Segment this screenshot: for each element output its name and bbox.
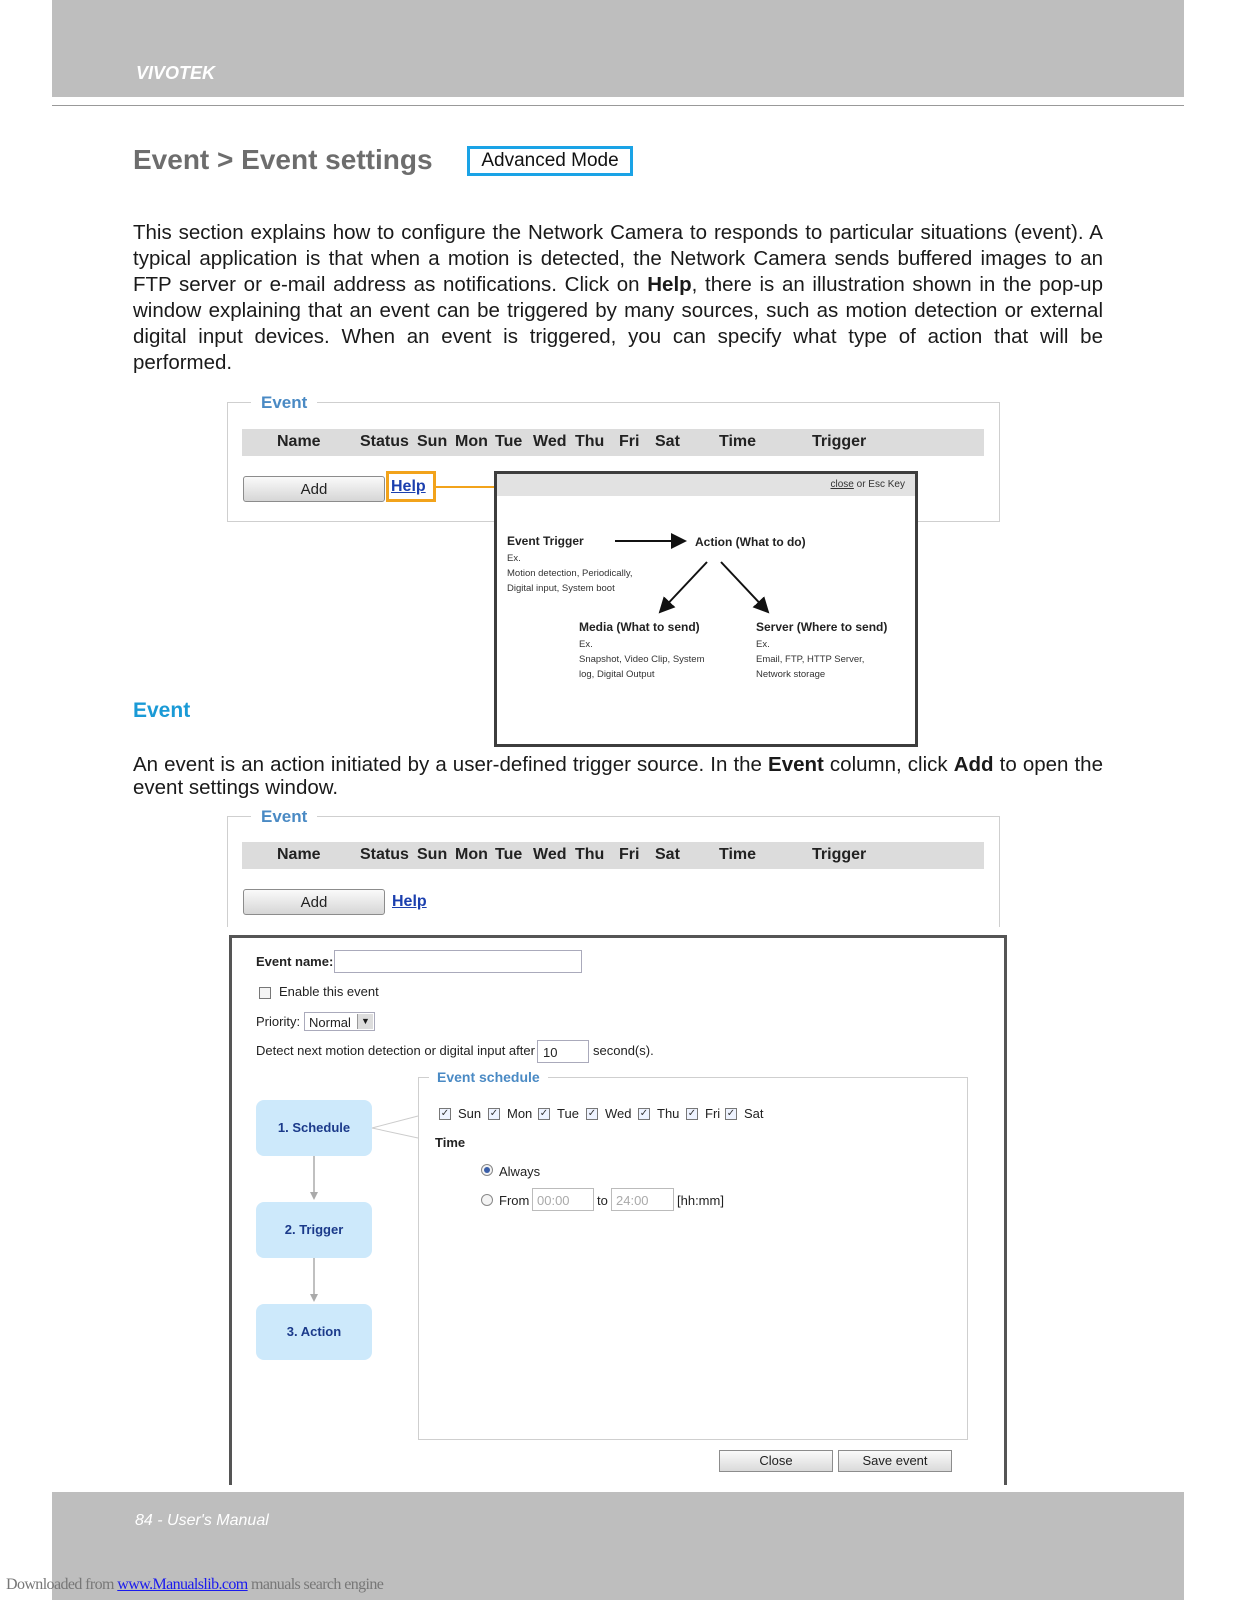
col-sun: Sun	[417, 433, 448, 450]
day-fri-label: Fri	[705, 1106, 721, 1121]
day-sun-label: Sun	[458, 1106, 482, 1121]
help-link-2[interactable]: Help	[392, 893, 427, 910]
to-label: to	[597, 1193, 608, 1208]
chevron-down-icon[interactable]: ▼	[357, 1014, 373, 1029]
day-thu-checkbox[interactable]: ✓	[639, 1108, 649, 1119]
col-wed: Wed	[533, 846, 567, 863]
always-radio[interactable]	[481, 1164, 493, 1176]
popup-close[interactable]: close or Esc Key	[830, 479, 905, 490]
from-time-value: 00:00	[537, 1193, 570, 1208]
col-sun: Sun	[417, 846, 448, 863]
media-ex: Ex.	[579, 639, 593, 650]
detect-interval-value: 10	[543, 1045, 558, 1060]
col-status: Status	[360, 846, 409, 863]
col-tue: Tue	[495, 433, 523, 450]
detect-unit: second(s).	[593, 1043, 654, 1058]
to-time-value: 24:00	[616, 1193, 649, 1208]
enable-event-label: Enable this event	[279, 984, 379, 999]
col-trigger: Trigger	[812, 846, 867, 863]
day-wed-checkbox[interactable]: ✓	[587, 1108, 597, 1119]
event-panel-legend: Event	[251, 393, 317, 413]
event-schedule-legend: Event schedule	[429, 1069, 548, 1085]
trigger-line-1: Motion detection, Periodically,	[507, 568, 633, 579]
day-tue-label: Tue	[557, 1106, 579, 1121]
detect-interval-input[interactable]	[537, 1040, 589, 1063]
close-button[interactable]: Close	[719, 1450, 833, 1472]
always-label: Always	[499, 1164, 541, 1179]
advanced-mode-badge: Advanced Mode	[467, 146, 633, 176]
help-connector	[436, 486, 494, 488]
save-event-button[interactable]: Save event	[838, 1450, 952, 1472]
event-panel-2-legend: Event	[251, 807, 317, 827]
detect-label: Detect next motion detection or digital input after	[256, 1043, 535, 1058]
manualslib-link[interactable]: www.Manualslib.com	[117, 1576, 248, 1593]
action-title: Action (What to do)	[695, 535, 806, 549]
day-sun-checkbox[interactable]: ✓	[440, 1108, 450, 1119]
col-thu: Thu	[575, 433, 605, 450]
header-bar	[52, 0, 1184, 97]
col-status: Status	[360, 433, 409, 450]
col-mon: Mon	[455, 846, 488, 863]
help-popup	[494, 471, 918, 747]
add-event-button[interactable]: Add	[243, 476, 385, 502]
day-mon-checkbox[interactable]: ✓	[489, 1108, 499, 1119]
step-action[interactable]: 3. Action	[256, 1304, 372, 1360]
time-format-label: [hh:mm]	[677, 1193, 724, 1208]
col-name: Name	[277, 433, 321, 450]
add-event-button-2[interactable]: Add	[243, 889, 385, 915]
step-connectors	[232, 938, 432, 1358]
media-line-2: log, Digital Output	[579, 669, 655, 680]
time-label: Time	[435, 1135, 466, 1150]
day-wed-label: Wed	[605, 1106, 632, 1121]
day-sat-checkbox[interactable]: ✓	[726, 1108, 736, 1119]
media-line-1: Snapshot, Video Clip, System	[579, 654, 705, 665]
trigger-ex: Ex.	[507, 553, 521, 564]
event-schedule-panel	[418, 1069, 968, 1440]
step-trigger[interactable]: 2. Trigger	[256, 1202, 372, 1258]
download-credit: Downloaded from www.Manualslib.com manuals search engine	[6, 1576, 384, 1593]
col-trigger: Trigger	[812, 433, 867, 450]
trigger-title: Event Trigger	[507, 534, 584, 548]
day-sat-label: Sat	[744, 1106, 764, 1121]
page-title: Event > Event settings	[133, 144, 433, 175]
col-time: Time	[719, 846, 757, 863]
brand-logo: VIVOTEK	[136, 63, 216, 83]
col-sat: Sat	[655, 846, 680, 863]
section-heading-event: Event	[133, 699, 191, 722]
col-thu: Thu	[575, 846, 605, 863]
col-wed: Wed	[533, 433, 567, 450]
event-panel-2	[227, 807, 1000, 927]
media-title: Media (What to send)	[579, 620, 700, 634]
from-radio[interactable]	[481, 1194, 493, 1206]
step-schedule[interactable]: 1. Schedule	[256, 1100, 372, 1156]
to-time-input[interactable]	[611, 1188, 674, 1211]
intro-paragraph: This section explains how to configure the Network Camera to responds to particular situations (event). A typical application is that when a motion is detected, the Network Camera sends buffered images to an FTP server or e-mail address as notifications. Click on Help, there is an illustration shown in the pop-up window explaining that an event can be triggered by many sources, such as motion detection or external digital input devices. When an event is triggered, you can specify what type of action that will be performed.	[133, 221, 1103, 374]
event-name-label: Event name:	[256, 954, 334, 969]
event-paragraph: An event is an action initiated by a user-defined trigger source. In the Event column, click Add to open the event settings window.	[133, 753, 1103, 799]
server-line-1: Email, FTP, HTTP Server,	[756, 654, 865, 665]
day-tue-checkbox[interactable]: ✓	[539, 1108, 549, 1119]
day-mon-label: Mon	[507, 1106, 533, 1121]
from-label: From	[499, 1193, 530, 1208]
trigger-line-2: Digital input, System boot	[507, 583, 615, 594]
priority-value: Normal	[309, 1015, 351, 1030]
server-ex: Ex.	[756, 639, 770, 650]
event-table-2-header	[242, 842, 984, 869]
from-time-input[interactable]	[532, 1188, 594, 1211]
day-thu-label: Thu	[657, 1106, 680, 1121]
col-fri: Fri	[619, 846, 640, 863]
col-sat: Sat	[655, 433, 680, 450]
priority-label: Priority:	[256, 1014, 301, 1029]
help-link[interactable]: Help	[391, 478, 426, 495]
col-time: Time	[719, 433, 757, 450]
server-title: Server (Where to send)	[756, 620, 888, 634]
page-number: 84 - User's Manual	[135, 1512, 269, 1529]
flow-arrows	[497, 474, 915, 744]
header-divider	[52, 105, 1184, 106]
col-tue: Tue	[495, 846, 523, 863]
col-fri: Fri	[619, 433, 640, 450]
event-table-header	[242, 429, 984, 456]
server-line-2: Network storage	[756, 669, 826, 680]
day-fri-checkbox[interactable]: ✓	[687, 1108, 697, 1119]
event-settings-window	[229, 935, 1007, 1485]
col-name: Name	[277, 846, 321, 863]
col-mon: Mon	[455, 433, 488, 450]
